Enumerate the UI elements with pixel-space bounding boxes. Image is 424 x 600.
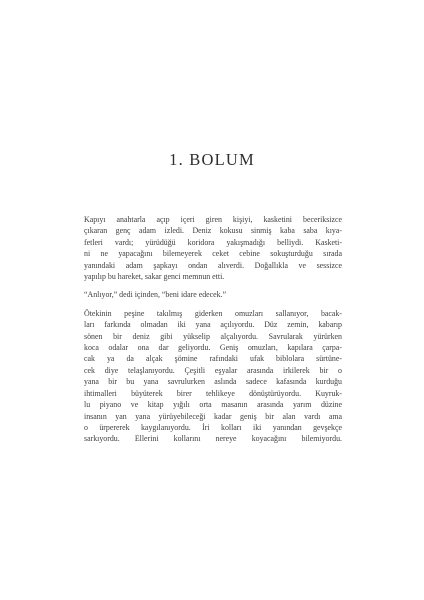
text-line: Ötekinin peşine takılmış giderken omuzları sallanıyor, bacak-: [84, 308, 342, 318]
text-line: Kapıyı anahtarla açıp içeri giren kişiyi, kasketini beceriksizce: [84, 215, 342, 224]
text-line: o ürpererek kaygılanıyordu. İri kolları iki yanından gevşekçe: [84, 422, 342, 432]
text-line: “Anlıyor,” dedi içinden, “beni idare edecek.”: [84, 290, 227, 300]
text-line: çıkaran genç adam izledi. Deniz kokusu sinmiş kaba saba kıya-: [84, 226, 342, 236]
paragraph-2: [84, 289, 342, 300]
text-line: fetleri vardı; yürüdüğü koridora yakışmadığı belliydi. Kasketi-: [84, 237, 342, 247]
text-line: yana bir bu yana savrulurken aslında sadece kafasında kurduğu: [84, 377, 342, 387]
chapter-body: [84, 214, 342, 452]
paragraph-1: [84, 214, 342, 282]
text-line: yanındaki adam şapkayı ondan alıverdi. Doğallıkla ve sessizce: [84, 260, 342, 270]
text-line: ni ne yapacağını bilemeyerek ceket cebine sokuşturduğu sırada: [84, 249, 342, 259]
text-line: sönen bir deniz gibi yükselip alçalıyordu. Savrularak yürürken: [84, 331, 342, 341]
text-line: yapılıp bu hareket, sakar genci memnun etti.: [84, 272, 225, 282]
chapter-title: 1. BOLUM: [169, 150, 255, 169]
text-line: insanın yan yana yürüyebileceği kadar geniş bir alan vardı ama: [84, 411, 342, 421]
text-line: cak ya da alçak şömine rafındaki ufak biblolara sürtüne-: [84, 354, 342, 364]
paragraph-3: [84, 308, 342, 445]
text-line: sarkıyordu. Ellerini kollarını nereye koyacağını bilemiyordu.: [84, 434, 342, 444]
text-line: ları farkında olmadan iki yana açılıyordu. Düz zemin, kabarıp: [84, 320, 342, 330]
text-line: koca odalar ona dar geliyordu. Geniş omuzları, kapılara çarpa-: [84, 343, 342, 353]
text-line: cek diye telaşlanıyordu. Çeşitli eşyalar arasında irkilerek bir o: [84, 365, 342, 375]
text-line: lu piyano ve kitap yığılı orta masanın arasında yarım düzine: [84, 400, 342, 410]
text-line: ihtimalleri büyüterek birer tehlikeye dönüştürüyordu. Kuyruk-: [84, 388, 342, 398]
